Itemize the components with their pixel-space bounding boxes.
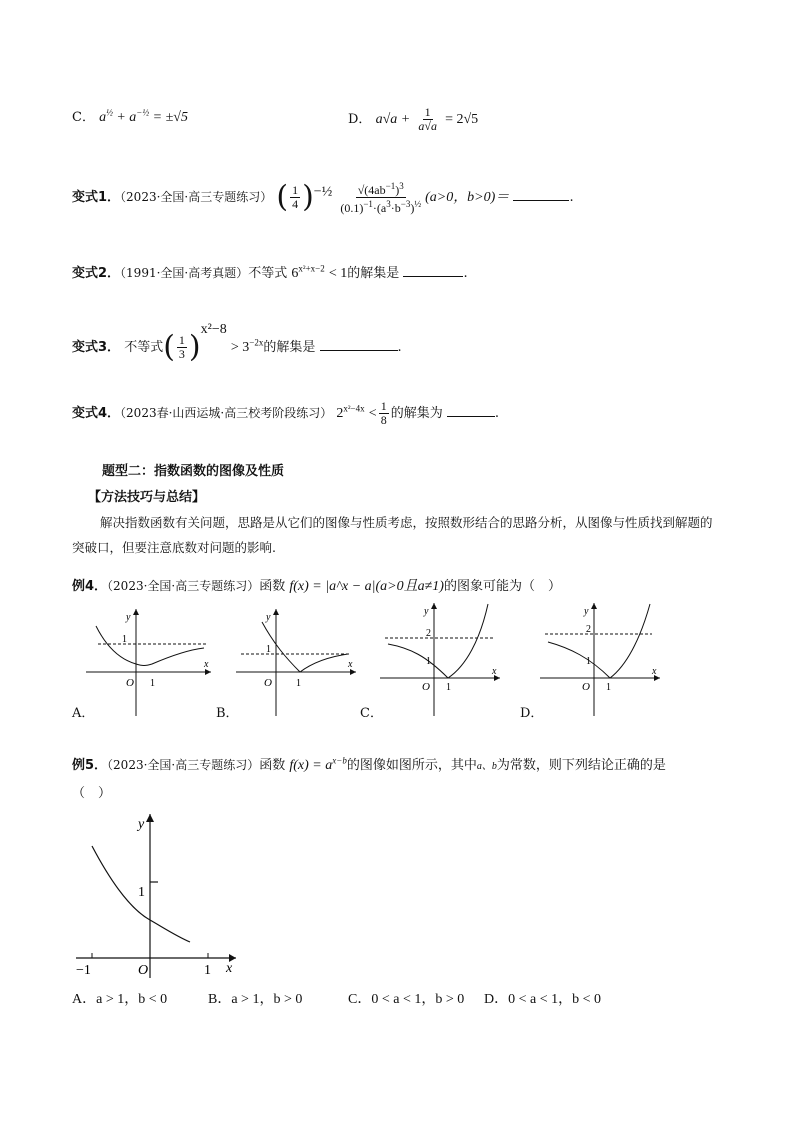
variant-2-power: $6^{x^2+x-2}$ (291, 263, 325, 281)
graph-c-label-2: 2 (426, 628, 431, 639)
variant-4-source: （2023春·山西运城·高三校考阶段练习） (120, 406, 333, 420)
graph-b[interactable] (236, 606, 361, 718)
variant-1: 变式1．（2023·全国·高三专题练习） ( $\frac{1}{4}$ )$^{-\frac{1}{2}}$ $\frac{√(4ab^{-1})^3}{(0.1)^{-1}\cdot(a^3\cdot b^{-3})^{\frac{1}{2}}}$ (a>0，b>0)＝ . (72, 179, 574, 215)
variant-1-main-fraction: $\frac{√(4ab^{-1})^3}{(0.1)^{-1}\cdot(a^3\cdot b^{-3})^{\frac{1}{2}}}$ (340, 181, 422, 215)
graph-a-y-label: y (126, 612, 131, 623)
graph-d-label-1: 1 (586, 656, 591, 667)
variant-3-tag: 变式3． (72, 340, 121, 355)
graph-b-x1: 1 (296, 678, 301, 689)
graph-a-origin: O (126, 677, 134, 689)
variant-1-tag: 变式1． (72, 190, 121, 205)
graph-a-x1: 1 (150, 678, 155, 689)
graph-c-y-label: y (424, 606, 429, 617)
example-5-text-b: 的图像如图所示，其中 (346, 758, 477, 773)
graph-d-label: D． (520, 706, 544, 721)
example-5-function: $f(x) = a^{x-b}$ (289, 755, 347, 773)
graph-c[interactable] (380, 600, 505, 718)
example-5-source: （2023·全国·高三专题练习） (107, 758, 260, 772)
graph-d[interactable] (540, 600, 665, 718)
example-5-graph[interactable] (72, 810, 242, 980)
example-4-text-a: 函数 (259, 579, 286, 594)
variant-2-text-b: 的解集是 (347, 266, 400, 281)
option-c-label: C． (72, 110, 95, 125)
example-4 (72, 575, 561, 595)
variant-2-tag: 变式2． (72, 266, 121, 281)
example-5 (72, 754, 666, 774)
graph-a[interactable] (86, 606, 216, 718)
graph-b-origin: O (264, 677, 272, 689)
example-5-ab: a、b (476, 761, 497, 772)
graph-d-x-label: x (652, 666, 657, 677)
graph-c-x-label: x (492, 666, 497, 677)
variant-2-source: （1991·全国·高考真题） (120, 266, 249, 280)
variant-1-answer-blank[interactable] (513, 188, 569, 201)
method-heading: 【方法技巧与总结】 (88, 490, 206, 505)
variant-4: 变式4．（2023春·山西运城·高三校考阶段练习） $2^{x^2-4x}$ < $\frac{1}{8}$ 的解集为 . (72, 399, 499, 427)
variant-1-quarter: $\frac{1}{4}$ (292, 183, 299, 211)
variant-3: 变式3． 不等式( $\frac{1}{3}$ )$^{x^2-8} > 3^{-2x}$的解集是 . (72, 322, 402, 365)
variant-4-text-b: 的解集为 (390, 406, 443, 421)
option-d-label: D． (348, 112, 372, 127)
example-5-graph-x1: 1 (204, 963, 211, 978)
option-d-fraction: $\frac{1}{a√a}$ (418, 105, 437, 133)
example-5-graph-origin: O (138, 963, 149, 978)
option-c-expr: $a^{\frac{1}{2}} + a^{-\frac{1}{2}} = \pm√5$ (99, 107, 188, 125)
graph-c-origin: O (422, 681, 430, 693)
graph-d-y-label: y (584, 606, 589, 617)
variant-4-tag: 变式4． (72, 406, 121, 421)
variant-4-power: $2^{x^2-4x}$ (336, 403, 365, 421)
graph-b-label-1: 1 (266, 644, 271, 655)
graph-c-label-1: 1 (426, 656, 431, 667)
variant-3-ineq: > $3^{-2x}$ (230, 337, 264, 355)
example-4-function: f(x) = |a^x − a| (289, 579, 376, 594)
graph-d-label-2: 2 (586, 624, 591, 635)
option-d (348, 106, 478, 133)
variant-3-answer-blank[interactable] (320, 338, 398, 351)
graph-c-x1: 1 (446, 682, 451, 693)
variant-3-text-b: 的解集是 (263, 340, 316, 355)
example-5-text-a: 函数 (259, 758, 286, 773)
example-5-option-c[interactable]: C．0 < a < 1，b > 0 (348, 992, 465, 1007)
variant-4-fraction: $\frac{1}{8}$ (380, 399, 387, 427)
example-5-tag: 例5． (72, 758, 108, 773)
example-5-graph-y1: 1 (138, 885, 145, 900)
variant-1-source: （2023·全国·高三专题练习） (120, 190, 273, 204)
option-c (72, 106, 188, 126)
example-5-option-d[interactable]: D．0 < a < 1，b < 0 (484, 992, 602, 1007)
example-5-graph-xneg1: −1 (76, 963, 91, 978)
variant-2: 变式2．（1991·全国·高考真题）不等式 $6^{x^2+x-2} < 1$的解集是 . (72, 263, 468, 281)
variant-2-text-a: 不等式 (248, 266, 288, 281)
example-5-paren: （ ） (72, 786, 112, 801)
example-5-text-c: 为常数，则下列结论正确的是 (496, 758, 666, 773)
example-4-condition: (a>0且a≠1) (375, 579, 444, 594)
graph-b-label: B． (216, 706, 239, 721)
example-4-source: （2023·全国·高三专题练习） (107, 579, 260, 593)
example-4-tag: 例4． (72, 579, 108, 594)
variant-1-tail: (a>0，b>0)＝ (425, 190, 510, 205)
variant-2-answer-blank[interactable] (403, 264, 463, 277)
graph-c-label: C． (360, 706, 383, 721)
graph-a-label: A． (72, 706, 95, 721)
method-paragraph: 解决指数函数有关问题，思路是从它们的图像与性质考虑，按照数形结合的思路分析，从图像与性质找到解题的突破口，但要注意底数对问题的影响. (72, 515, 713, 555)
graph-a-label-1: 1 (122, 634, 127, 645)
option-d-lhs: a√a + (375, 112, 411, 127)
graph-d-origin: O (582, 681, 590, 693)
example-5-graph-y-label: y (138, 817, 145, 832)
option-d-rhs: = 2√5 (445, 112, 479, 127)
graph-b-y-label: y (266, 612, 271, 623)
example-5-option-a[interactable]: A．a > 1，b < 0 (72, 992, 168, 1007)
graph-a-x-label: x (204, 659, 209, 670)
example-5-graph-x-label: x (226, 961, 233, 976)
graph-b-x-label: x (348, 659, 353, 670)
section-title: 题型二：指数函数的图像及性质 (102, 464, 285, 479)
graph-d-x1: 1 (606, 682, 611, 693)
variant-2-ineq: < 1 (328, 266, 348, 281)
variant-3-text-a: 不等式 (124, 340, 164, 355)
variant-3-third: $\frac{1}{3}$ (178, 333, 185, 361)
example-4-text-b: 的图象可能为（ ） (443, 579, 561, 594)
variant-4-ineq: < (368, 406, 377, 421)
example-5-option-b[interactable]: B．a > 1，b > 0 (208, 992, 303, 1007)
variant-4-answer-blank[interactable] (447, 404, 495, 417)
